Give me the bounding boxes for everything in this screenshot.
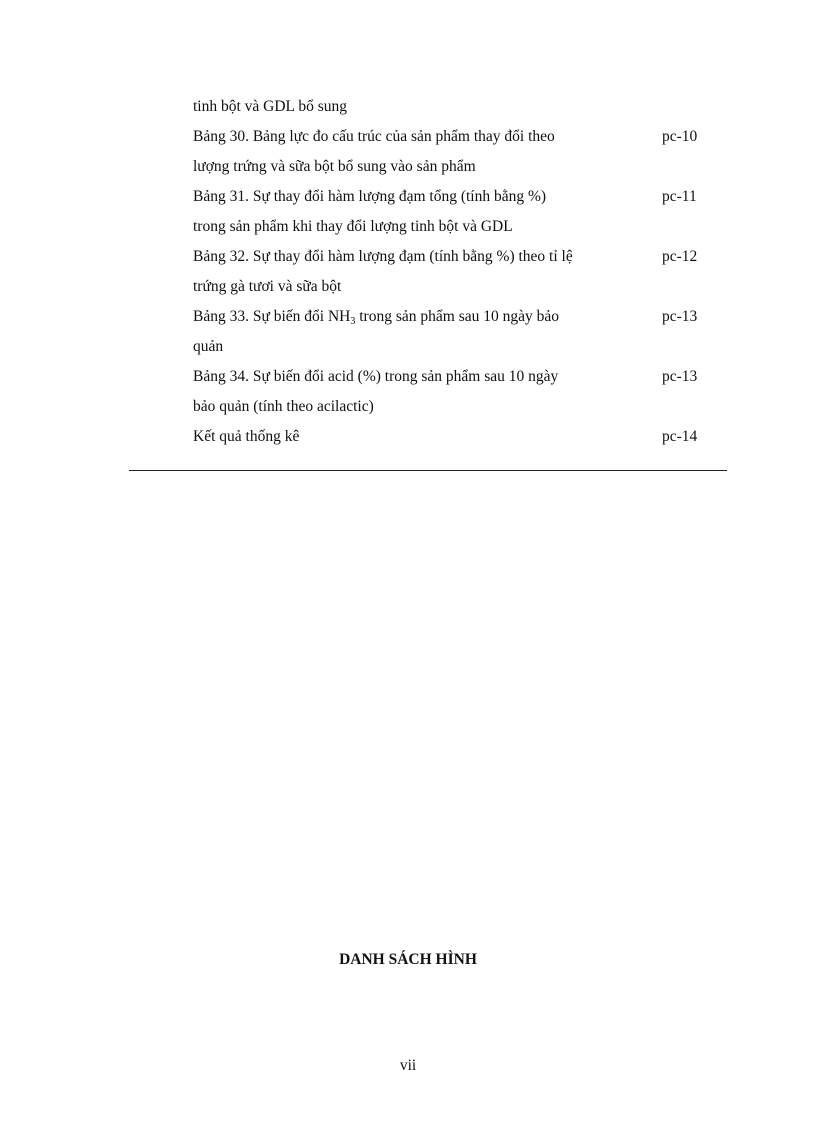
section-heading: DANH SÁCH HÌNH: [339, 951, 477, 968]
toc-entry-30-line2: lượng trứng và sữa bột bổ sung vào sản phẩm: [193, 158, 476, 175]
toc-entry-33-line2: quản: [193, 338, 224, 355]
toc-entry-31-page: pc-11: [662, 188, 697, 205]
toc-entry-30-page: pc-10: [662, 128, 698, 145]
toc-entry-32-line1: Bảng 32. Sự thay đổi hàm lượng đạm (tính bằng %) theo tỉ lệ: [193, 248, 573, 265]
toc-entry-34-page: pc-13: [662, 368, 698, 385]
section-divider: [129, 470, 727, 471]
toc-entry-stats-line1: Kết quả thống kê: [193, 428, 300, 445]
toc-entry-31-line2: trong sản phẩm khi thay đổi lượng tinh bột và GDL: [193, 218, 513, 235]
toc-entry-32-page: pc-12: [662, 248, 698, 265]
page-number: vii: [399, 1057, 417, 1074]
toc-entry-33-text-before: Bảng 33. Sự biến đổi NH: [193, 308, 351, 325]
toc-entry-33-page: pc-13: [662, 308, 698, 325]
toc-entry-34-line2: bảo quản (tính theo acilactic): [193, 398, 374, 415]
toc-carryover-line: tinh bột và GDL bổ sung: [193, 98, 347, 115]
toc-entry-33-text-after: trong sản phẩm sau 10 ngày bảo: [355, 308, 559, 325]
toc-entry-30-line1: Bảng 30. Bảng lực đo cấu trúc của sản phẩm thay đổi theo: [193, 128, 555, 145]
toc-entry-33-line1: [193, 307, 559, 327]
toc-entry-32-line2: trứng gà tươi và sữa bột: [193, 278, 342, 295]
toc-entry-34-line1: Bảng 34. Sự biến đổi acid (%) trong sản phẩm sau 10 ngày: [193, 368, 559, 385]
toc-entry-stats-page: pc-14: [662, 428, 698, 445]
toc-entry-33-subscript: 3: [350, 316, 356, 327]
toc-entry-31-line1: Bảng 31. Sự thay đổi hàm lượng đạm tổng (tính bằng %): [193, 188, 547, 205]
